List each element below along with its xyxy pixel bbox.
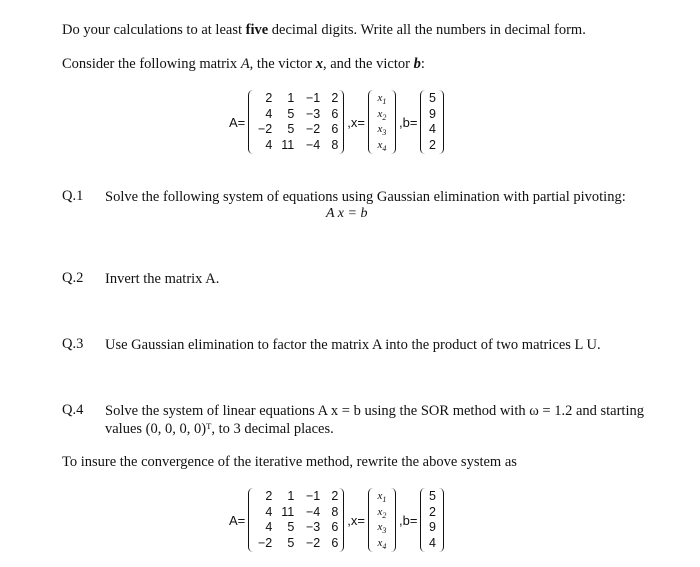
question-4-number: Q.4 (62, 402, 84, 418)
convergence-note: To insure the convergence of the iterative method, rewrite the above system as (62, 454, 517, 470)
instruction-text: Do your calculations to at least (62, 22, 246, 38)
question-4-text-line-2: values (0, 0, 0, 0)ᵀ, to 3 decimal places. (105, 421, 334, 437)
question-3-text: Use Gaussian elimination to factor the matrix A into the product of two matrices L U. (105, 337, 601, 353)
consider-colon: : (420, 56, 425, 72)
matrix-system-2 (228, 488, 446, 552)
vector-b2-label: ,b= (398, 512, 418, 528)
matrix-a (248, 90, 344, 154)
matrix-a-cell: 2 (331, 91, 339, 105)
vector-x2-label: ,x= (347, 512, 365, 528)
instruction-line-1 (62, 22, 586, 39)
question-1-number: Q.1 (62, 188, 84, 204)
matrix-a-cell: −2 (258, 122, 273, 136)
matrix-a2-cell: 4 (265, 520, 273, 534)
matrix-a2-cell: −4 (306, 504, 321, 519)
vector-b-cell: 5 (428, 91, 436, 105)
matrix-a2-label: A= (229, 512, 246, 528)
matrix-a-cell: 2 (265, 91, 273, 105)
matrix-a-cell: 4 (265, 106, 273, 121)
matrix-a2-cell: 6 (331, 535, 339, 550)
matrix-a2-cell: 2 (265, 489, 273, 503)
matrix-a2-cell: 2 (331, 489, 339, 503)
matrix-a2-cell: 1 (287, 489, 295, 503)
matrix-symbol: A (240, 56, 250, 72)
vector-b2 (420, 488, 444, 552)
vector-x2-cell: $x_3$ (377, 521, 387, 536)
matrix-a2-cell: −3 (306, 520, 321, 534)
vector-b-cell: 9 (428, 106, 436, 121)
matrix-a-cell: 6 (331, 106, 339, 121)
matrix-a2 (248, 488, 344, 552)
matrix-a-cell: −4 (306, 137, 321, 152)
vector-b (420, 90, 444, 154)
vector-x-label: ,x= (347, 114, 365, 130)
matrix-a2-cell: 8 (331, 504, 339, 519)
matrix-a-label: A= (229, 114, 246, 130)
vector-b2-cell: 5 (428, 489, 436, 503)
instruction-text-end: decimal digits. Write all the numbers in decimal form. (268, 22, 586, 38)
question-1-equation: A x = b (326, 206, 368, 221)
question-2-text: Invert the matrix A. (105, 271, 220, 287)
matrix-a-cell: 5 (287, 106, 295, 121)
matrix-a-cell: 11 (281, 137, 295, 152)
vector-x2-cell: $x_4$ (377, 536, 387, 551)
vector-b2-cell: 4 (428, 535, 436, 550)
vector-x (368, 90, 396, 154)
vector-x2-cell: $x_2$ (377, 505, 387, 520)
matrix-a-cell: 5 (287, 122, 295, 136)
matrix-a2-cell: −2 (306, 535, 321, 550)
vector-b2-cell: 2 (428, 504, 436, 519)
vector-x2-cell: $x_1$ (377, 490, 387, 505)
consider-text-2: , the victor (249, 56, 316, 72)
vector-b-symbol: b (413, 56, 421, 72)
matrix-a-cell: −2 (306, 122, 321, 136)
instruction-bold: five (245, 22, 269, 38)
matrix-a2-cell: 6 (331, 520, 339, 534)
question-4-text-line-1: Solve the system of linear equations A x = b using the SOR method with ω = 1.2 and starting (105, 403, 644, 419)
question-2-number: Q.2 (62, 270, 84, 286)
vector-x-cell: $x_2$ (377, 107, 387, 122)
matrix-a2-cell: 11 (281, 504, 295, 519)
matrix-a2-cell: 4 (265, 504, 273, 519)
vector-x-cell: $x_1$ (377, 92, 387, 107)
vector-x-cell: $x_4$ (377, 138, 387, 153)
matrix-system-1 (228, 90, 446, 154)
consider-text-3: , and the victor (322, 56, 414, 72)
vector-b-cell: 4 (428, 122, 436, 136)
vector-x-symbol: x (315, 56, 323, 72)
vector-x2 (368, 488, 396, 552)
vector-b-label: ,b= (398, 114, 418, 130)
matrix-a2-cell: −1 (306, 489, 321, 503)
consider-text: Consider the following matrix (62, 56, 241, 72)
matrix-a-cell: 1 (287, 91, 295, 105)
instruction-line-2 (62, 56, 425, 73)
matrix-a-cell: 6 (331, 122, 339, 136)
matrix-a2-cell: 5 (287, 535, 295, 550)
matrix-a-cell: −3 (306, 106, 321, 121)
matrix-a2-cell: 5 (287, 520, 295, 534)
matrix-a2-cell: −2 (258, 535, 273, 550)
matrix-a-cell: 4 (265, 137, 273, 152)
matrix-a-cell: −1 (306, 91, 321, 105)
vector-x-cell: $x_3$ (377, 123, 387, 138)
matrix-a-cell: 8 (331, 137, 339, 152)
vector-b-cell: 2 (428, 137, 436, 152)
vector-b2-cell: 9 (428, 520, 436, 534)
question-3-number: Q.3 (62, 336, 84, 352)
question-1-text: Solve the following system of equations using Gaussian elimination with partial pivoting: (105, 189, 626, 205)
